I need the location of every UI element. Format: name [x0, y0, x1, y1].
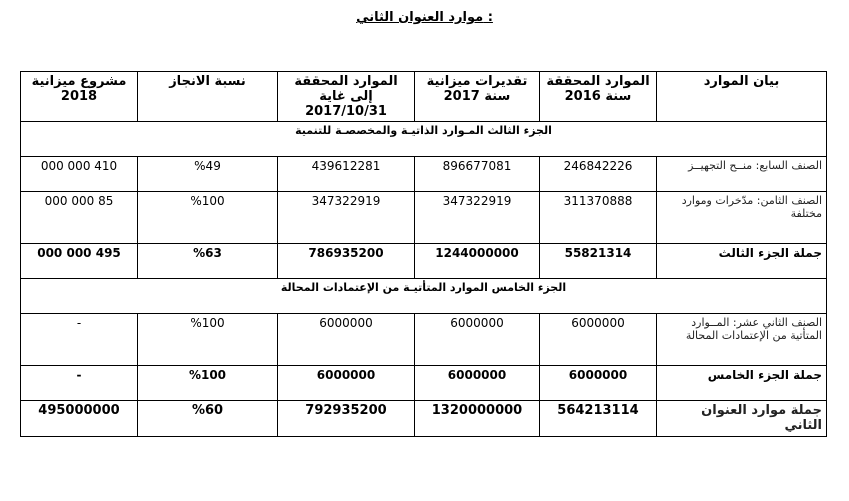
- cell-project-2018: 85 000 000: [21, 192, 138, 244]
- header-resources: بيان الموارد: [657, 72, 827, 122]
- cell-project-2018: 495000000: [21, 401, 138, 437]
- cell-budget-2017: 6000000: [415, 366, 540, 401]
- resources-table: [20, 71, 827, 437]
- section-3-title: الجزء الثالث المـوارد الذاتيـة والمخصصـة للتنمية: [21, 122, 827, 157]
- header-realized-2016: الموارد المحققة سنة 2016: [540, 72, 657, 122]
- cell-budget-2017: 347322919: [415, 192, 540, 244]
- cell-project-2018: -: [21, 366, 138, 401]
- header-project-2018: مشروع ميزانية 2018: [21, 72, 138, 122]
- grand-total-label: جملة موارد العنوان الثاني: [657, 401, 827, 437]
- cell-project-2018: 495 000 000: [21, 244, 138, 279]
- header-completion: نسبة الانجاز: [138, 72, 278, 122]
- cell-realized-2016: 55821314: [540, 244, 657, 279]
- cell-completion: %100: [138, 314, 278, 366]
- cell-realized-to-date: 786935200: [278, 244, 415, 279]
- subtotal-row: [21, 366, 827, 401]
- cell-budget-2017: 896677081: [415, 157, 540, 192]
- cell-completion: %60: [138, 401, 278, 437]
- table-row: [21, 192, 827, 244]
- section-row: [21, 122, 827, 157]
- section-5-title: الجزء الخامس الموارد المتأتيـة من الإعتمادات المحالة: [21, 279, 827, 314]
- cell-realized-to-date: 439612281: [278, 157, 415, 192]
- cell-realized-to-date: 6000000: [278, 366, 415, 401]
- cell-realized-2016: 311370888: [540, 192, 657, 244]
- cell-completion: %63: [138, 244, 278, 279]
- header-row: [21, 72, 827, 122]
- cell-budget-2017: 1244000000: [415, 244, 540, 279]
- cell-realized-to-date: 347322919: [278, 192, 415, 244]
- cell-realized-2016: 564213114: [540, 401, 657, 437]
- cell-realized-to-date: 6000000: [278, 314, 415, 366]
- table-row: [21, 314, 827, 366]
- cell-completion: %49: [138, 157, 278, 192]
- table-row: [21, 157, 827, 192]
- row-label: الصنف الثاني عشر: المــوارد المتأتية من الإعتمادات المحالة: [657, 314, 827, 366]
- cell-completion: %100: [138, 366, 278, 401]
- cell-project-2018: 410 000 000: [21, 157, 138, 192]
- cell-realized-2016: 6000000: [540, 366, 657, 401]
- cell-realized-2016: 6000000: [540, 314, 657, 366]
- row-label: الصنف السابع: منــح التجهيــز: [657, 157, 827, 192]
- cell-project-2018: -: [21, 314, 138, 366]
- section-row: [21, 279, 827, 314]
- row-label: الصنف الثامن: مدّخرات وموارد مختلفة: [657, 192, 827, 244]
- cell-completion: %100: [138, 192, 278, 244]
- cell-budget-2017: 1320000000: [415, 401, 540, 437]
- header-budget-2017: تقديرات ميزانية سنة 2017: [415, 72, 540, 122]
- cell-budget-2017: 6000000: [415, 314, 540, 366]
- page-title: موارد العنوان الثاني :: [356, 10, 493, 25]
- cell-realized-2016: 246842226: [540, 157, 657, 192]
- cell-realized-to-date: 792935200: [278, 401, 415, 437]
- header-realized-to-date: الموارد المحققة إلى غاية 2017/10/31: [278, 72, 415, 122]
- subtotal-label: جملة الجزء الثالث: [657, 244, 827, 279]
- grand-total-row: [21, 401, 827, 437]
- subtotal-row: [21, 244, 827, 279]
- subtotal-label: جملة الجزء الخامس: [657, 366, 827, 401]
